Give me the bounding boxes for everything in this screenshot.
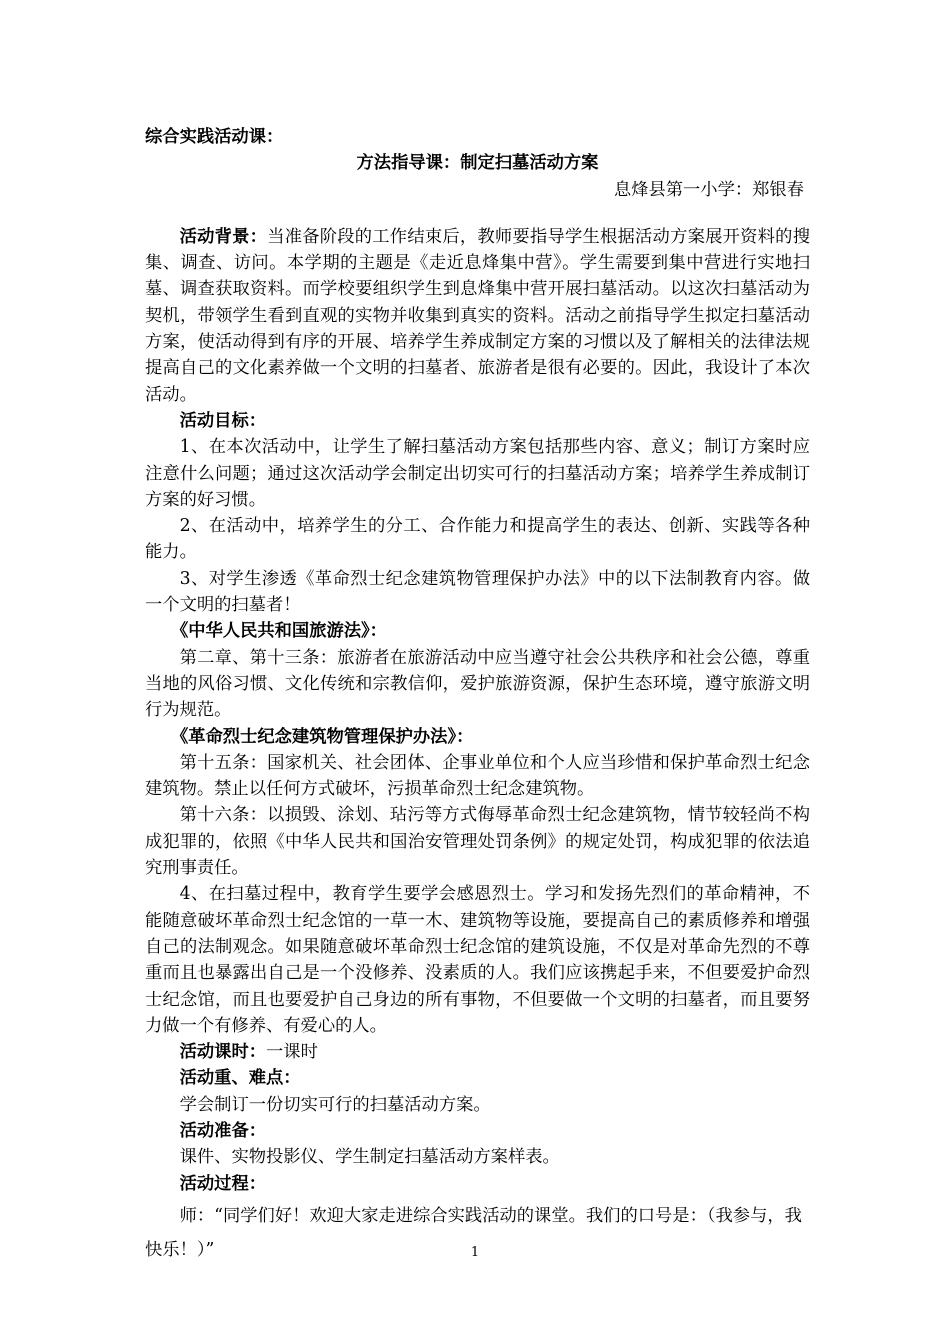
prep-text: 课件、实物投影仪、学生制定扫墓活动方案样表。 xyxy=(179,1147,560,1168)
goal-2: 2、在活动中，培养学生的分工、合作能力和提高学生的表达、创新、实践等各种能力。 xyxy=(145,516,810,563)
hours-line xyxy=(145,1039,810,1065)
document-body xyxy=(145,124,810,1267)
goals-heading: 活动目标： xyxy=(179,410,267,431)
process-heading: 活动过程： xyxy=(179,1173,267,1194)
background-paragraph xyxy=(145,224,810,408)
course-type-heading: 综合实践活动课： xyxy=(145,127,284,147)
spacer xyxy=(145,203,810,224)
memorial-law-heading: 《革命烈士纪念建筑物管理保护办法》： xyxy=(170,726,474,747)
document-title: 方法指导课：制定扫墓活动方案 xyxy=(356,153,599,174)
keypoint-text: 学会制订一份切实可行的扫墓活动方案。 xyxy=(179,1094,491,1115)
tourism-law-article: 第二章、第十三条：旅游者在旅游活动中应当遵守社会公共秩序和社会公德，尊重当地的风俗习惯、文化传统和宗教信仰，爱护旅游资源，保护生态环境，遵守旅游文明行为规范。 xyxy=(145,647,810,721)
memorial-law-article-15: 第十五条：国家机关、社会团体、企事业单位和个人应当珍惜和保护革命烈士纪念建筑物。禁止以任何方式破坏，污损革命烈士纪念建筑物。 xyxy=(145,752,810,800)
goal-3: 3、对学生渗透《革命烈士纪念建筑物管理保护办法》中的以下法制教育内容。做一个文明的扫墓者！ xyxy=(145,568,810,616)
background-label: 活动背景： xyxy=(179,226,268,247)
tourism-law-heading: 《中华人民共和国旅游法》： xyxy=(170,621,387,642)
hours-value: 一课时 xyxy=(266,1042,318,1063)
memorial-law-article-16: 第十六条：以损毁、涂划、玷污等方式侮辱革命烈士纪念建筑物，情节较轻尚不构成犯罪的，依照《中华人民共和国治安管理处罚条例》的规定处罚，构成犯罪的依法追究刑事责任。 xyxy=(145,805,810,879)
prep-heading: 活动准备： xyxy=(179,1120,267,1141)
author-line: 息烽县第一小学：郑银春 xyxy=(613,179,804,200)
page-number: 1 xyxy=(470,1245,480,1260)
hours-label: 活动课时： xyxy=(179,1042,267,1063)
goal-1: 1、在本次活动中，让学生了解扫墓活动方案包括那些内容、意义；制订方案时应注意什么问题；通过这次活动学会制定出切实可行的扫墓活动方案；培养学生养成制订方案的好习惯。 xyxy=(145,437,810,510)
goal-4: 4、在扫墓过程中，教育学生要学会感恩烈士。学习和发扬先烈们的革命精神，不能随意破坏革命烈士纪念馆的一草一木、建筑物等设施，要提高自己的素质修养和增强自己的法制观念。如果随意破坏革命烈士纪念馆的建筑设施，不仅是对革命先烈的不尊重而且也暴露出自己是一个没修养、没素质的人。我们应该携起手来，不但要爱护命烈士纪念馆，而且也要爱护自己身边的所有事物，不但要做一个文明的扫墓者，而且要努力做一个有修养、有爱心的人。 xyxy=(145,884,810,1036)
teacher-dialog: 师：“同学们好！欢迎大家走进综合实践活动的课堂。我们的口号是：（我参与，我快乐！）” xyxy=(145,1205,802,1260)
keypoint-heading: 活动重、难点： xyxy=(179,1068,301,1089)
background-text: 当准备阶段的工作结束后，教师要指导学生根据活动方案展开资料的搜集、调查、访问。本学期的主题是《走近息烽集中营》。学生需要到集中营进行实地扫墓、调查获取资料。而学校要组织学生到息烽集中营开展扫墓活动。以这次扫墓活动为契机，带领学生看到直观的实物并收集到真实的资料。活动之前指导学生拟定扫墓活动方案，使活动得到有序的开展、培养学生养成制定方案的习惯以及了解相关的法律法规提高自己的文化素养做一个文明的扫墓者、旅游者是很有必要的。因此，我设计了本次活动。 xyxy=(145,226,810,405)
